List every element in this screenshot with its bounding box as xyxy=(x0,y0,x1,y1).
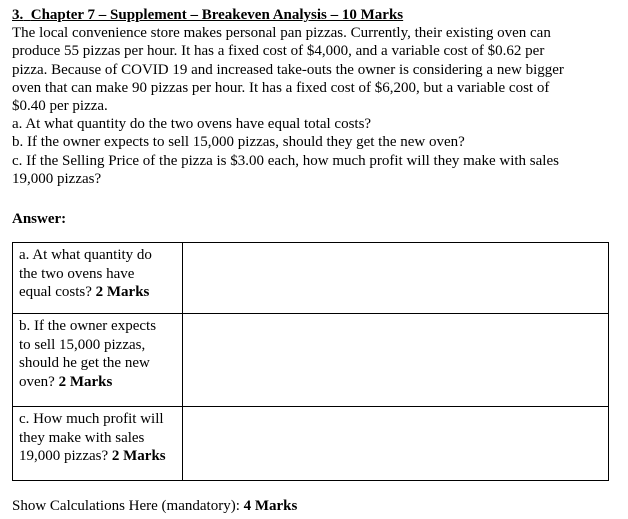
sub-question-a: a. At what quantity do the two ovens have equal total costs? xyxy=(12,116,372,133)
question-block xyxy=(12,6,616,228)
sub-question-c-cont: 19,000 pizzas? xyxy=(12,170,102,187)
question-title xyxy=(12,6,616,24)
sub-question-c: c. If the Selling Price of the pizza is $3.00 each, how much profit will they make with sales xyxy=(12,152,559,169)
calculations-marks: 4 Marks xyxy=(243,498,298,514)
cell-line: c. How much profit will xyxy=(19,411,164,427)
answer-question-cell-b xyxy=(13,314,183,407)
cell-line: b. If the owner expects xyxy=(19,318,157,334)
cell-line: oven? xyxy=(19,373,59,390)
calculations-label xyxy=(12,497,297,515)
table-row xyxy=(13,407,609,481)
cell-line: 19,000 pizzas? xyxy=(19,448,112,464)
marks-label: 2 Marks xyxy=(111,448,166,464)
calculations-text: Show Calculations Here (mandatory): xyxy=(12,498,244,514)
answer-question-cell-a xyxy=(13,243,183,314)
question-line: The local convenience store makes personal pan pizzas. Currently, their existing oven can xyxy=(12,25,551,42)
question-title-text: Chapter 7 – Supplement – Breakeven Analysis – 10 Marks xyxy=(30,7,404,23)
cell-line: should he get the new xyxy=(19,355,150,371)
sub-question-b: b. If the owner expects to sell 15,000 pizzas, should they get the new oven? xyxy=(12,134,465,151)
answer-table xyxy=(12,242,609,481)
marks-label: 2 Marks xyxy=(58,373,113,390)
table-row xyxy=(13,243,609,314)
answer-input-cell-c[interactable] xyxy=(183,407,609,481)
answer-input-cell-b[interactable] xyxy=(183,314,609,407)
cell-line: the two ovens have xyxy=(19,265,135,282)
marks-label: 2 Marks xyxy=(95,284,150,300)
cell-line: equal costs? xyxy=(19,284,96,300)
question-line: produce 55 pizzas per hour. It has a fixed cost of $4,000, and a variable cost of $0.62 per xyxy=(12,43,545,60)
question-line: oven that can make 90 pizzas per hour. It has a fixed cost of $6,200, but a variable cost of xyxy=(12,79,550,96)
answer-question-cell-c xyxy=(13,407,183,481)
answer-heading: Answer: xyxy=(12,211,67,228)
question-line: $0.40 per pizza. xyxy=(12,98,108,115)
cell-line: a. At what quantity do xyxy=(19,247,152,263)
question-line: pizza. Because of COVID 19 and increased take-outs the owner is considering a new bigger xyxy=(12,61,564,78)
answer-input-cell-a[interactable] xyxy=(183,243,609,314)
question-number: 3. xyxy=(12,7,24,23)
cell-line: to sell 15,000 pizzas, xyxy=(19,336,146,353)
cell-line: they make with sales xyxy=(19,429,145,446)
table-row xyxy=(13,314,609,407)
